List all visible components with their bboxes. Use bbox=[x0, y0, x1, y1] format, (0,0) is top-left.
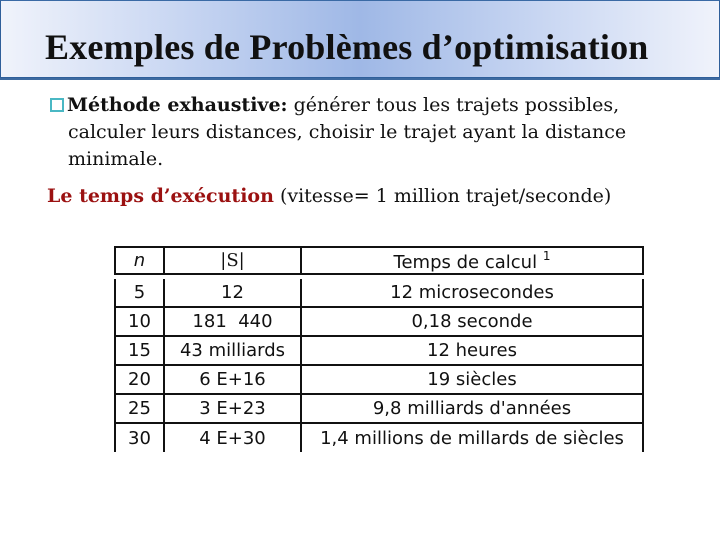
table-header-row bbox=[115, 247, 643, 274]
bullet-paragraph bbox=[50, 92, 690, 173]
cell-n: 30 bbox=[115, 423, 164, 452]
cell-s: 6 E+16 bbox=[164, 365, 301, 394]
execution-label: Le temps d’exécution bbox=[47, 185, 274, 207]
cell-n: 25 bbox=[115, 394, 164, 423]
title-bar bbox=[0, 0, 720, 78]
table-row bbox=[115, 307, 643, 336]
execution-rest: (vitesse= 1 million trajet/seconde) bbox=[273, 185, 612, 207]
cell-s: 12 bbox=[164, 279, 301, 307]
cell-n: 5 bbox=[115, 279, 164, 307]
square-bullet-icon bbox=[50, 98, 64, 112]
cell-n: 10 bbox=[115, 307, 164, 336]
bullet-line2: calculer leurs distances, choisir le trajet ayant la distance bbox=[68, 121, 627, 143]
table-row bbox=[115, 336, 643, 365]
bullet-line3: minimale. bbox=[68, 148, 164, 170]
cell-time: 1,4 millions de millards de siècles bbox=[301, 423, 643, 452]
execution-line bbox=[47, 185, 611, 207]
table-row bbox=[115, 279, 643, 307]
table-row bbox=[115, 365, 643, 394]
table-row bbox=[115, 423, 643, 452]
cell-s: 43 milliards bbox=[164, 336, 301, 365]
cell-time: 9,8 milliards d'années bbox=[301, 394, 643, 423]
header-time: Temps de calcul $^1$ bbox=[301, 247, 643, 274]
cell-n: 15 bbox=[115, 336, 164, 365]
cell-s: 4 E+30 bbox=[164, 423, 301, 452]
slide-title: Exemples de Problèmes d’optimisation bbox=[45, 27, 649, 67]
cell-time: 19 siècles bbox=[301, 365, 643, 394]
bullet-line1: générer tous les trajets possibles, bbox=[287, 94, 620, 116]
footnote-marker: 1 bbox=[542, 248, 551, 263]
cell-s: 181 440 bbox=[164, 307, 301, 336]
bullet-bold-label: Méthode exhaustive: bbox=[67, 94, 288, 116]
cell-s: 3 E+23 bbox=[164, 394, 301, 423]
header-n: n bbox=[115, 247, 164, 274]
header-s: |S| bbox=[164, 247, 301, 274]
cell-time: 12 heures bbox=[301, 336, 643, 365]
complexity-table bbox=[114, 246, 644, 452]
table-row bbox=[115, 394, 643, 423]
cell-time: 12 microsecondes bbox=[301, 279, 643, 307]
cell-n: 20 bbox=[115, 365, 164, 394]
cell-time: 0,18 seconde bbox=[301, 307, 643, 336]
